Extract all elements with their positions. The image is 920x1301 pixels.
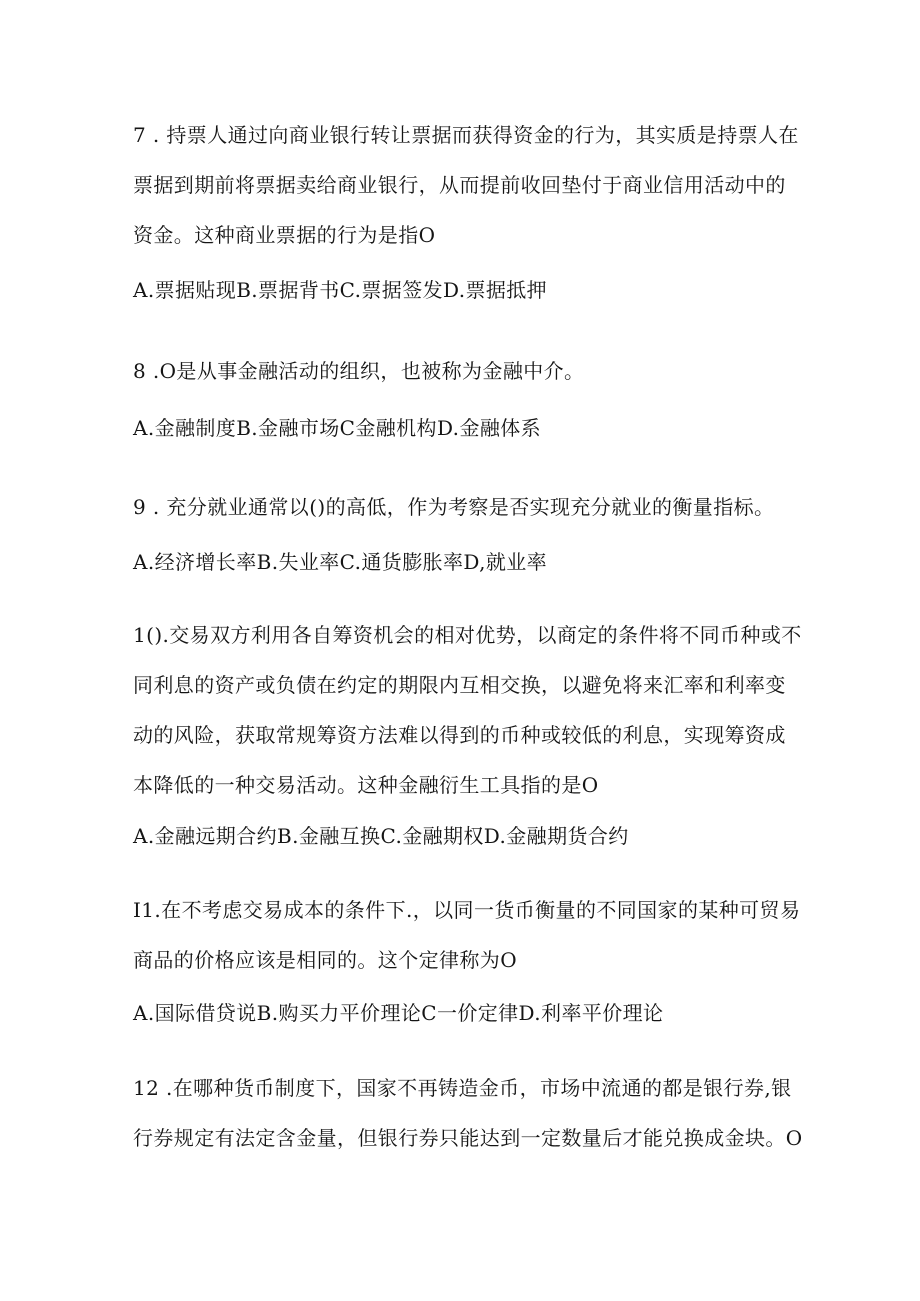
question-stem-line: 12 .在哪种货币制度下，国家不再铸造金币，市场中流通的都是银行券,银 [133,1076,792,1100]
question-stem-line: 资金。这种商业票据的行为是指O [133,223,436,247]
question-stem-line: 1().交易双方利用各自筹资机会的相对优势，以商定的条件将不同币种或不 [133,623,802,647]
question-stem-line: 商品的价格应该是相同的。这个定律称为O [133,948,517,972]
question-11 [133,885,833,1038]
question-options: A.国际借贷说B.购买力平价理论C一价定律D.利率平价理论 [133,1001,664,1025]
question-options: A.金融远期合约B.金融互换C.金融期权D.金融期货合约 [133,824,629,848]
question-8 [133,346,833,453]
question-9 [133,482,833,587]
question-7 [133,110,833,315]
question-stem-line: 同利息的资产或负债在约定的期限内互相交换，以避免将来汇率和利率变 [133,673,786,697]
question-stem-line: 7 . 持票人通过向商业银行转让票据而获得资金的行为，其实质是持票人在 [133,123,799,147]
question-options: A.票据贴现B.票据背书C.票据签发D.票据抵押 [133,278,548,302]
question-stem-line: I1.在不考虑交易成本的条件下.，以同一货币衡量的不同国家的某种可贸易 [133,898,801,922]
question-stem-line: 行券规定有法定含金量，但银行券只能达到一定数量后才能兑换成金块。O [133,1126,803,1150]
question-stem-line: 票据到期前将票据卖给商业银行，从而提前收回垫付于商业信用活动中的 [133,173,786,197]
question-stem-line: 8 .O是从事金融活动的组织，也被称为金融中介。 [133,359,585,383]
question-10 [133,610,833,861]
question-stem-line: 9 . 充分就业通常以()的高低，作为考察是否实现充分就业的衡量指标。 [133,495,775,519]
document-page [133,110,833,1163]
question-options: A.经济增长率B.失业率C.通货膨胀率D,就业率 [133,550,548,574]
question-stem-line: 本降低的一种交易活动。这种金融衍生工具指的是O [133,773,599,797]
question-stem-line: 动的风险，获取常规筹资方法难以得到的币种或较低的利息，实现筹资成 [133,723,786,747]
question-options: A.金融制度B.金融市场C金融机构D.金融体系 [133,416,542,440]
question-12 [133,1063,833,1163]
